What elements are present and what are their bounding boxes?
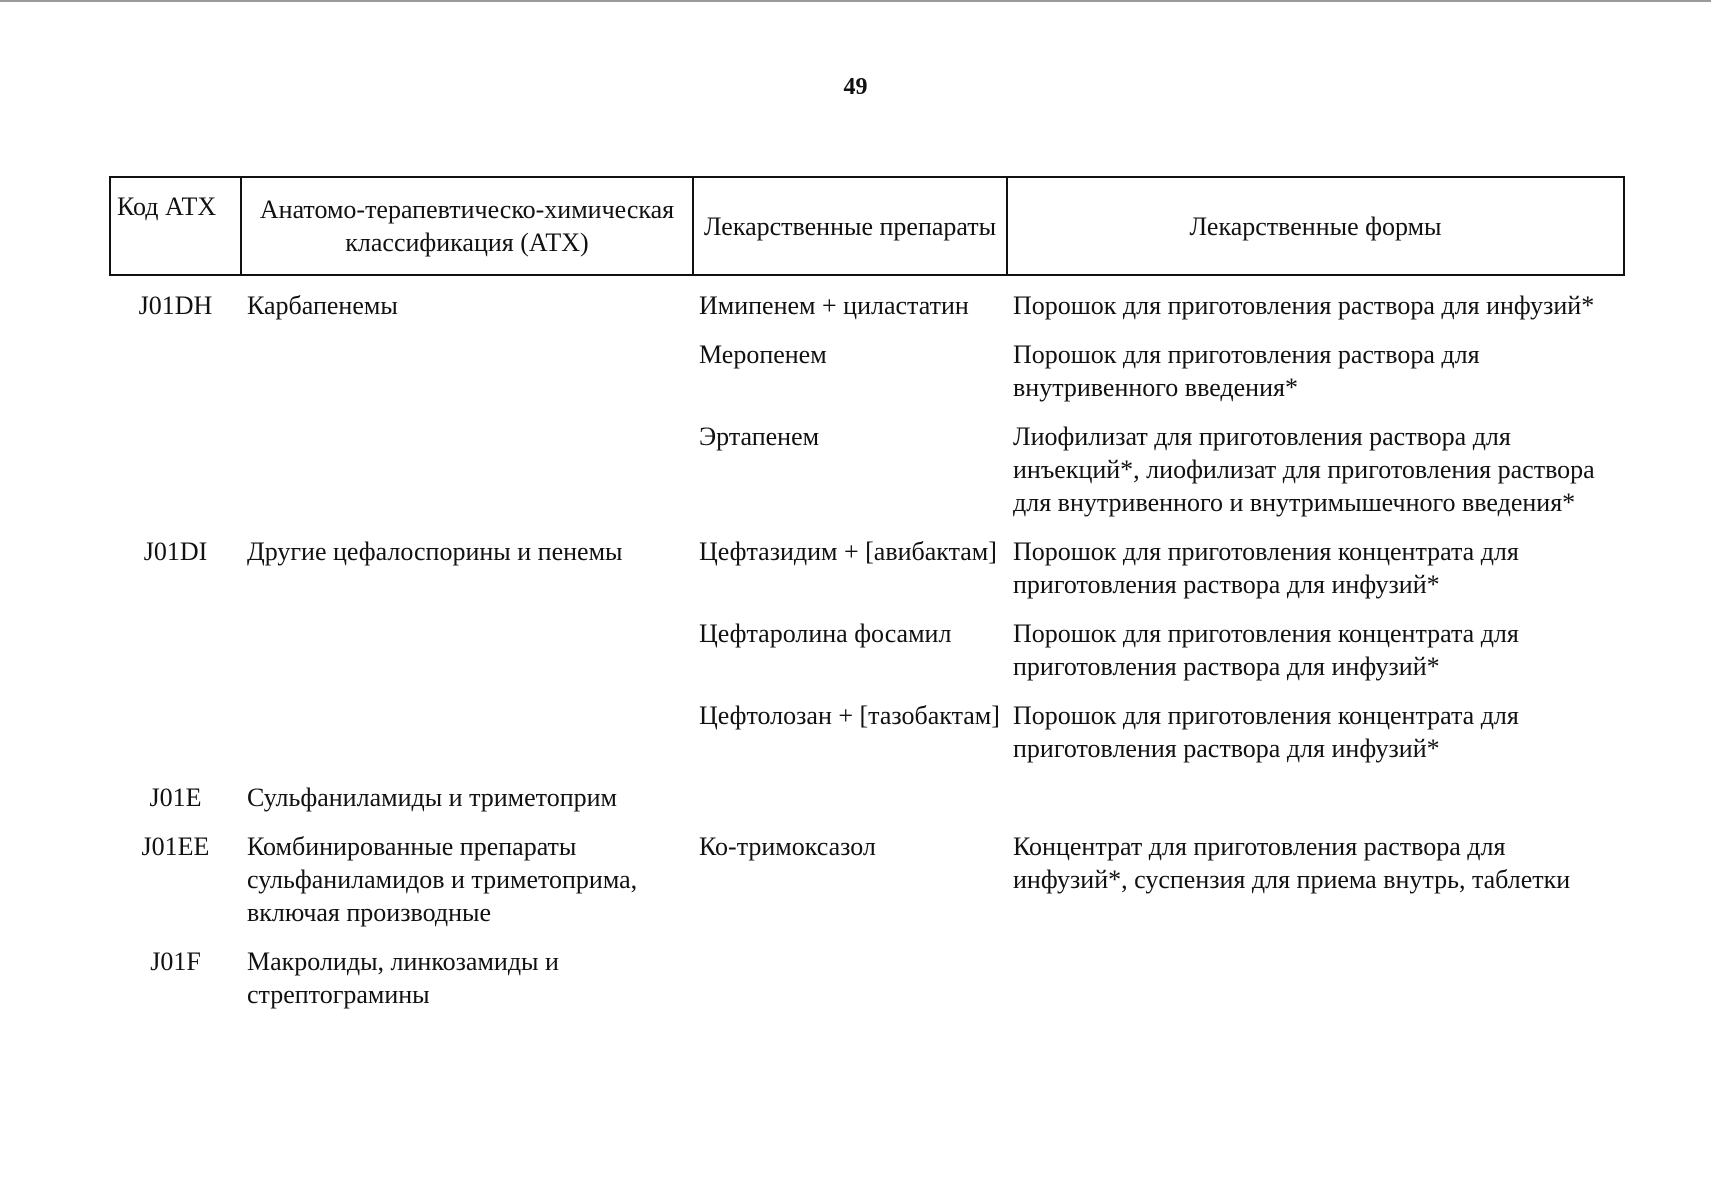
table-row (110, 275, 1624, 322)
atc-class-cell (241, 404, 693, 519)
atc-code-cell: J01DH (138, 291, 213, 320)
atc-class-cell (241, 322, 693, 404)
header-atc-classification: Анатомо-терапевтическо-химическая классификация (АТХ) (241, 177, 693, 275)
drug-cell: Цефтазидим + [авибактам] (699, 537, 997, 566)
atc-code-cell: J01DI (143, 537, 208, 566)
drug-cell: Имипенем + циластатин (699, 291, 969, 320)
atc-class-cell: Комбинированные препараты сульфаниламидов и триметоприма, включая производные (247, 832, 638, 927)
dosage-form-cell (1007, 765, 1624, 814)
atc-class-cell: Карбапенемы (247, 291, 398, 320)
header-atc-code: Код АТХ (110, 177, 241, 275)
dosage-form-cell: Порошок для приготовления концентрата для приготовления раствора для инфузий* (1013, 619, 1519, 681)
atc-code-cell (110, 404, 241, 519)
atc-class-cell: Сульфаниламиды и триметоприм (247, 783, 617, 812)
atc-drug-table (109, 176, 1625, 1011)
atc-class-cell: Другие цефалоспорины и пенемы (247, 537, 623, 566)
table-row (110, 814, 1624, 929)
atc-code-cell: J01F (150, 947, 201, 976)
table-body (110, 275, 1624, 1011)
table-row (110, 404, 1624, 519)
table-row (110, 519, 1624, 601)
atc-class-cell: Макролиды, линкозамиды и стрептограмины (247, 947, 559, 1009)
drug-cell: Цефтолозан + [тазобактам] (699, 701, 1000, 730)
dosage-form-cell: Порошок для приготовления концентрата для приготовления раствора для инфузий* (1013, 701, 1519, 763)
atc-class-cell (241, 601, 693, 683)
table-row (110, 683, 1624, 765)
drug-cell: Эртапенем (699, 422, 820, 451)
table-row (110, 322, 1624, 404)
table-row (110, 601, 1624, 683)
table-row (110, 929, 1624, 1011)
atc-class-cell (241, 683, 693, 765)
table-header (110, 177, 1624, 275)
header-drugs: Лекарственные препараты (693, 177, 1007, 275)
header-row (110, 177, 1624, 275)
atc-code-cell (110, 683, 241, 765)
dosage-form-cell: Порошок для приготовления раствора для инфузий* (1013, 291, 1595, 320)
header-dosage-forms: Лекарственные формы (1007, 177, 1624, 275)
drug-cell: Ко-тримоксазол (699, 832, 876, 861)
dosage-form-cell: Порошок для приготовления раствора для внутривенного введения* (1013, 340, 1480, 402)
dosage-form-cell: Концентрат для приготовления раствора для инфузий*, суспензия для приема внутрь, таблетки (1013, 832, 1571, 894)
dosage-form-cell: Порошок для приготовления концентрата для приготовления раствора для инфузий* (1013, 537, 1519, 599)
drug-cell (693, 765, 1007, 814)
atc-code-cell (110, 601, 241, 683)
dosage-form-cell: Лиофилизат для приготовления раствора для инъекций*, лиофилизат для приготовления раствора для внутривенного и внутримышечного введения* (1013, 422, 1595, 517)
atc-code-cell: J01EE (141, 832, 210, 861)
drug-cell: Цефтаролина фосамил (699, 619, 952, 648)
drug-cell (693, 929, 1007, 1011)
drug-cell: Меропенем (699, 340, 827, 369)
atc-code-cell (110, 322, 241, 404)
table-row (110, 765, 1624, 814)
atc-code-cell: J01E (149, 783, 202, 812)
dosage-form-cell (1007, 929, 1624, 1011)
page-number: 49 (843, 74, 868, 100)
top-scan-rule (0, 0, 1711, 2)
